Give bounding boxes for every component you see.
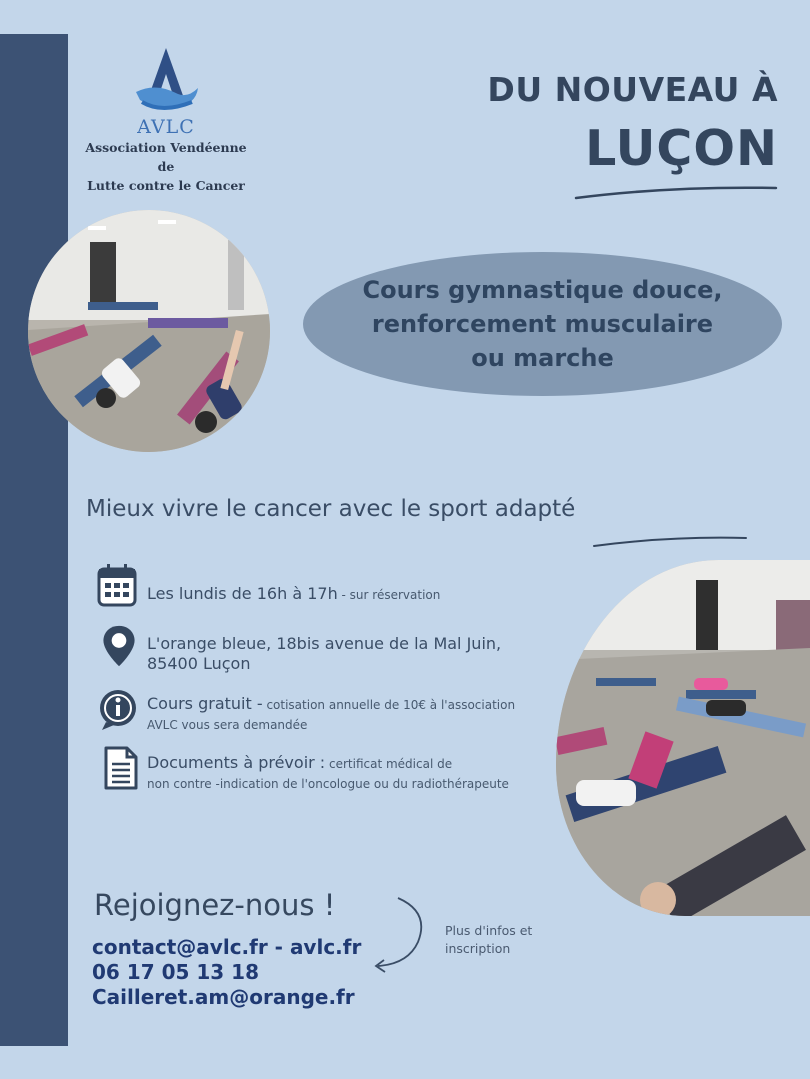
- contact-email-website[interactable]: contact@avlc.fr - avlc.fr: [92, 935, 362, 959]
- schedule-info: [147, 584, 440, 605]
- info-icon: [98, 688, 138, 732]
- curved-arrow-icon: [368, 892, 438, 976]
- location-line2: 85400 Luçon: [147, 654, 251, 673]
- calendar-icon: [97, 563, 137, 607]
- side-bar: [0, 34, 68, 1046]
- logo-name-line1: Association Vendéenne de: [85, 140, 247, 174]
- documents-note-line2: non contre -indication de l'oncologue ou du radiothérapeute: [147, 777, 509, 791]
- documents-info: [147, 753, 509, 794]
- location-info: [147, 634, 501, 674]
- course-types-oval: [303, 252, 782, 396]
- headline-underline: [560, 180, 780, 200]
- schedule-text: Les lundis de 16h à 17h: [147, 584, 338, 603]
- gym-photo-illustration: [28, 210, 270, 452]
- contact-email-2[interactable]: Cailleret.am@orange.fr: [92, 985, 355, 1009]
- location-line1: L'orange bleue, 18bis avenue de la Mal Juin,: [147, 634, 502, 653]
- tagline-underline: [590, 530, 750, 550]
- price-note-line1: cotisation annuelle de 10€ à l'association: [262, 698, 516, 712]
- location-pin-icon: [99, 624, 139, 668]
- schedule-note: - sur réservation: [337, 588, 441, 602]
- course-types-text: Cours gymnastique douce, renforcement musculaire ou marche: [362, 276, 723, 372]
- tagline: Mieux vivre le cancer avec le sport adapté: [86, 496, 576, 522]
- gym-class-photo-blob: [556, 560, 810, 916]
- contact-phone[interactable]: 06 17 05 13 18: [92, 960, 260, 984]
- headline-line2: LUÇON: [585, 120, 778, 177]
- price-info: [147, 694, 515, 735]
- logo-name-line2: Lutte contre le Cancer: [87, 178, 245, 193]
- gym-photo-illustration-2: [556, 560, 810, 916]
- documents-note-line1: certificat médical de: [325, 757, 453, 771]
- hand-letter-a-logo-icon: [126, 44, 206, 116]
- headline-line1: DU NOUVEAU À: [487, 70, 778, 109]
- avlc-logo: [76, 44, 256, 195]
- document-icon: [101, 746, 141, 790]
- documents-text: Documents à prévoir :: [147, 753, 326, 772]
- price-text: Cours gratuit -: [147, 694, 263, 713]
- join-us-title: Rejoignez-nous !: [94, 888, 336, 922]
- more-info-note: Plus d'infos et inscription: [445, 923, 533, 956]
- gym-class-photo-circle: [28, 210, 270, 452]
- price-note-line2: AVLC vous sera demandée: [147, 718, 308, 732]
- logo-abbreviation: AVLC: [137, 116, 195, 138]
